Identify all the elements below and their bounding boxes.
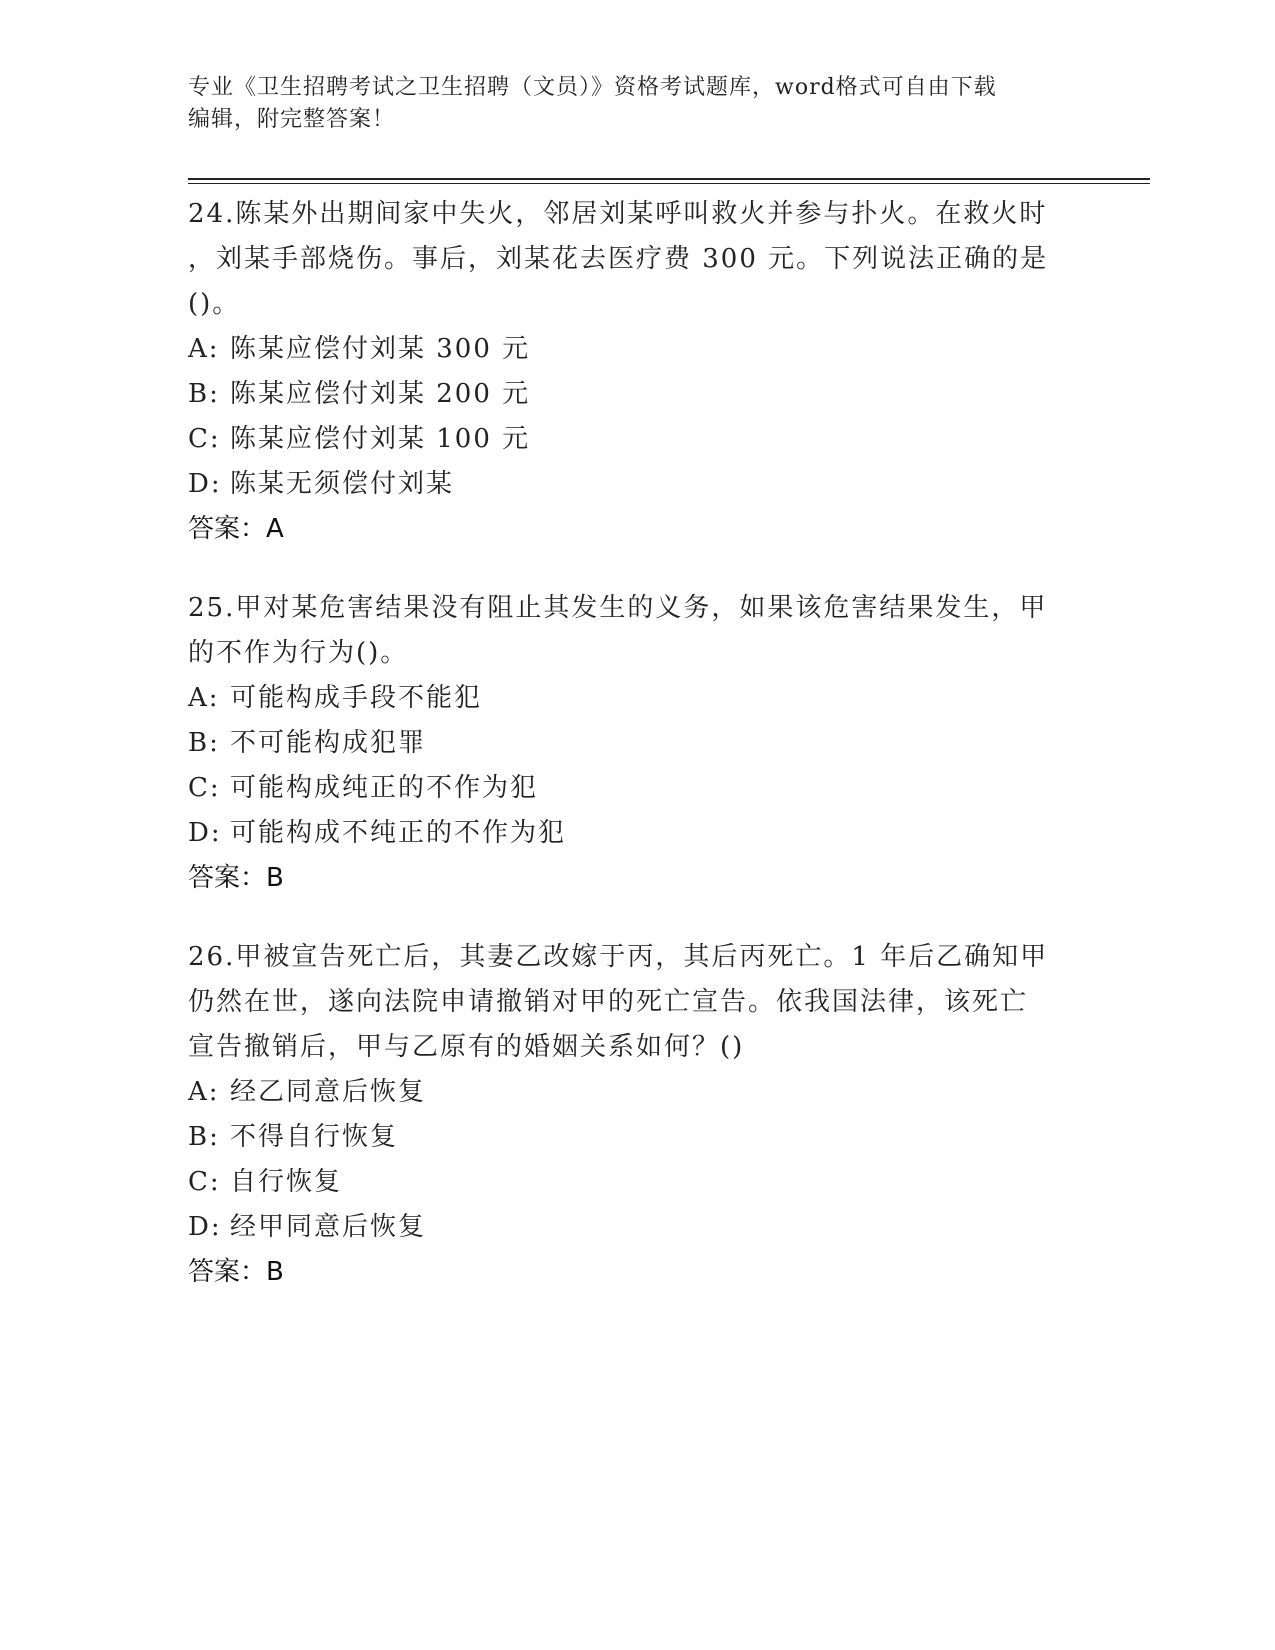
- question-24: [188, 192, 1088, 552]
- option-key: B:: [188, 728, 220, 758]
- question-text-line: 的不作为行为()。: [188, 638, 409, 668]
- question-text-line: 26.甲被宣告死亡后，其妻乙改嫁于丙，其后丙死亡。1 年后乙确知甲: [188, 942, 1049, 972]
- option-text: 经乙同意后恢复: [230, 1077, 427, 1107]
- option-a: [188, 327, 1088, 372]
- option-text: 陈某应偿付刘某 200 元: [230, 379, 531, 409]
- header-divider-thin: [188, 183, 1150, 184]
- question-text-line: ()。: [188, 289, 241, 319]
- option-text: 经甲同意后恢复: [230, 1212, 427, 1242]
- option-text: 可能构成不纯正的不作为犯: [230, 818, 567, 848]
- question-text-line: 25.甲对某危害结果没有阻止其发生的义务，如果该危害结果发生，甲: [188, 593, 1048, 623]
- option-d: [188, 462, 1088, 507]
- option-key: D:: [188, 818, 222, 848]
- option-key: B:: [188, 1122, 220, 1152]
- header-divider-thick: [188, 178, 1150, 180]
- document-header: [188, 72, 1088, 136]
- option-text: 可能构成手段不能犯: [230, 683, 483, 713]
- option-key: B:: [188, 379, 220, 409]
- question-text-line: 24.陈某外出期间家中失火，邻居刘某呼叫救火并参与扑火。在救火时: [188, 199, 1048, 229]
- answer-label: 答案：B: [188, 863, 284, 893]
- question-list: [188, 192, 1088, 1329]
- question-25: [188, 586, 1088, 901]
- option-b: [188, 372, 1088, 417]
- option-a: [188, 1070, 1088, 1115]
- option-key: D:: [188, 469, 222, 499]
- option-text: 可能构成纯正的不作为犯: [230, 773, 539, 803]
- header-line-1: 专业《卫生招聘考试之卫生招聘（文员）》资格考试题库，word格式可自由下载: [188, 75, 997, 100]
- option-key: D:: [188, 1212, 222, 1242]
- answer-label: 答案：A: [188, 514, 284, 544]
- option-key: C:: [188, 1167, 221, 1197]
- option-text: 陈某无须偿付刘某: [230, 469, 455, 499]
- option-b: [188, 721, 1088, 766]
- option-c: [188, 417, 1088, 462]
- option-d: [188, 811, 1088, 856]
- option-text: 不得自行恢复: [230, 1122, 399, 1152]
- option-text: 陈某应偿付刘某 100 元: [230, 424, 531, 454]
- option-text: 自行恢复: [230, 1167, 343, 1197]
- option-key: A:: [188, 1077, 220, 1107]
- option-d: [188, 1205, 1088, 1250]
- question-text-line: ，刘某手部烧伤。事后，刘某花去医疗费 300 元。下列说法正确的是: [188, 244, 1049, 274]
- option-text: 陈某应偿付刘某 300 元: [230, 334, 531, 364]
- option-key: A:: [188, 683, 220, 713]
- question-26: [188, 935, 1088, 1295]
- question-text-line: 仍然在世，遂向法院申请撤销对甲的死亡宣告。依我国法律，该死亡: [188, 987, 1029, 1017]
- option-c: [188, 1160, 1088, 1205]
- option-key: C:: [188, 424, 221, 454]
- option-a: [188, 676, 1088, 721]
- option-key: C:: [188, 773, 221, 803]
- answer-label: 答案：B: [188, 1257, 284, 1287]
- option-c: [188, 766, 1088, 811]
- question-text-line: 宣告撤销后，甲与乙原有的婚姻关系如何？(): [188, 1032, 745, 1062]
- header-line-2: 编辑，附完整答案！: [188, 107, 396, 132]
- option-text: 不可能构成犯罪: [230, 728, 427, 758]
- option-b: [188, 1115, 1088, 1160]
- option-key: A:: [188, 334, 220, 364]
